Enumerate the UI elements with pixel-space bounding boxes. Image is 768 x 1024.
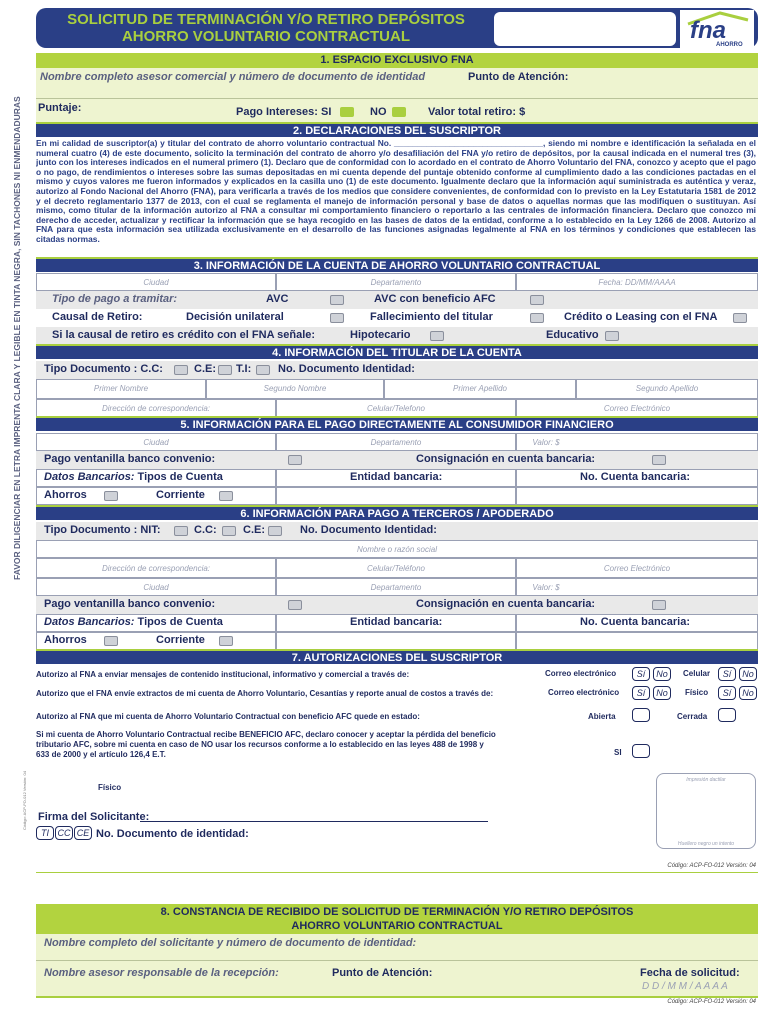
- s8-fecha-label: Fecha de solicitud:: [640, 967, 740, 979]
- s5-entidad-value[interactable]: [276, 487, 516, 505]
- s7-aut2-fisico-si[interactable]: Sí: [718, 686, 736, 700]
- s7-aut1-celular-label: Celular: [683, 669, 711, 678]
- s1-divider: [36, 98, 758, 99]
- s3-tipo-label: Tipo de pago a tramitar:: [52, 293, 178, 305]
- s3-causal-label: Causal de Retiro:: [52, 311, 143, 323]
- side-code: [22, 771, 27, 830]
- s6-consignacion-label: Consignación en cuenta bancaria:: [416, 598, 596, 610]
- s8-title-bar: [36, 904, 758, 934]
- s7-abierta-option[interactable]: [632, 708, 650, 722]
- s5-depto-hint: Departamento: [370, 438, 422, 447]
- s6-datos-text: Datos Bancarios:: [44, 616, 135, 628]
- fingerprint-box[interactable]: [656, 773, 756, 849]
- s7-bottom-line: [36, 872, 758, 873]
- s4-segundo-apellido-hint: Segundo Apellido: [635, 384, 699, 393]
- s8-divider: [36, 960, 758, 961]
- s6-consignacion-checkbox[interactable]: [652, 600, 666, 610]
- s8-nombre-label: Nombre completo del solicitante y número de documento de identidad:: [44, 937, 417, 949]
- s7-aut1-correo-si[interactable]: Sí: [632, 667, 650, 681]
- s6-tipo-label: Tipo Documento : NIT:: [44, 524, 161, 536]
- s6-ciudad-hint: Ciudad: [143, 583, 169, 592]
- s3-si-causal-label: Si la causal de retiro es crédito con el FNA señale:: [52, 329, 316, 341]
- s3-avc-checkbox[interactable]: [330, 295, 344, 305]
- s8-code: Código: ACP-FO-012 Versión: 04: [667, 999, 756, 1005]
- s5-ahorros-checkbox[interactable]: [104, 491, 118, 501]
- s5-nocuenta-value[interactable]: [516, 487, 758, 505]
- s7-aut1-correo-label: Correo electrónico: [545, 669, 617, 678]
- side-code-text: Código: ACP-FO-012 Versión: 04: [22, 771, 27, 830]
- header-blank-box[interactable]: [494, 12, 676, 46]
- s4-direccion-hint: Dirección de correspondencia:: [101, 404, 211, 413]
- s8-asesor-label: Nombre asesor responsable de la recepción:: [44, 967, 279, 979]
- s6-valor-hint: Valor: $: [532, 583, 560, 592]
- s7-firma-line[interactable]: [140, 821, 488, 822]
- s5-ciudad-hint: Ciudad: [143, 438, 169, 447]
- s3-fallecimiento-checkbox[interactable]: [530, 313, 544, 323]
- s6-datos-label: [44, 616, 223, 628]
- s4-primer-nombre-hint: Primer Nombre: [93, 384, 149, 393]
- s5-consignacion-checkbox[interactable]: [652, 455, 666, 465]
- s6-celular-hint: Celular/Teléfono: [367, 564, 425, 573]
- s1-valor-label: Valor total retiro: $: [428, 106, 526, 118]
- s3-title: 3. INFORMACIÓN DE LA CUENTA DE AHORRO VOLUNTARIO CONTRACTUAL: [36, 257, 758, 272]
- s6-tipos-text: Tipos de Cuenta: [137, 616, 223, 628]
- s8-title-line1: 8. CONSTANCIA DE RECIBIDO DE SOLICITUD DE TERMINACIÓN Y/O RETIRO DEPÓSITOS: [160, 906, 634, 918]
- s7-cerrada-label: Cerrada: [677, 712, 708, 721]
- s4-tipo-label: Tipo Documento : C.C:: [44, 363, 163, 375]
- s4-ce-label: C.E:: [194, 363, 216, 375]
- logo-sub: AHORRO: [716, 42, 743, 48]
- s5-entidad-label: Entidad bancaria:: [350, 471, 443, 483]
- s4-correo-hint: Correo Electrónico: [603, 404, 671, 413]
- s7-aut2-fisico-label: Físico: [685, 688, 709, 697]
- s1-punto-label: Punto de Atención:: [468, 71, 569, 83]
- s7-firma-label: Firma del Solicitante:: [38, 811, 150, 823]
- s3-ciudad-hint: Ciudad: [143, 278, 169, 287]
- s5-datos-text: Datos Bancarios:: [44, 471, 135, 483]
- s7-aut3: Autorizo al FNA que mi cuenta de Ahorro Voluntario Contractual con beneficio AFC quede en estado:: [36, 712, 420, 721]
- s6-correo-hint: Correo Electrónico: [603, 564, 671, 573]
- fingerprint-top-hint: Impresión dactilar: [686, 777, 726, 783]
- s7-cc-option[interactable]: CC: [55, 826, 73, 840]
- s3-credito-label: Crédito o Leasing con el FNA: [564, 311, 718, 323]
- s7-nodoc-label: No. Documento de identidad:: [96, 828, 249, 840]
- s5-valor-hint: Valor: $: [532, 438, 560, 447]
- s7-aut2-correo-no[interactable]: No: [653, 686, 671, 700]
- fingerprint-bottom-hint: Huellero negro un intento: [677, 841, 735, 847]
- s4-ti-label: T.I:: [236, 363, 252, 375]
- s3-decision-label: Decisión unilateral: [186, 311, 284, 323]
- s3-avc-afc-label: AVC con beneficio AFC: [374, 293, 496, 305]
- s7-abierta-label: Abierta: [588, 712, 616, 721]
- s1-pago-label: Pago Intereses: SI: [236, 106, 332, 118]
- s4-segundo-nombre-hint: Segundo Nombre: [263, 384, 327, 393]
- s6-nombre-hint: Nombre o razón social: [356, 545, 438, 554]
- form-title-line1: SOLICITUD DE TERMINACIÓN Y/O RETIRO DEPÓSITOS: [67, 11, 465, 28]
- s7-aut1-correo-no[interactable]: No: [653, 667, 671, 681]
- s6-corriente-label: Corriente: [156, 634, 205, 646]
- s4-title: 4. INFORMACIÓN DEL TITULAR DE LA CUENTA: [36, 344, 758, 359]
- logo-text: fna: [690, 17, 726, 44]
- s4-primer-apellido-hint: Primer Apellido: [453, 384, 507, 393]
- s7-si-label: SI: [614, 748, 622, 757]
- s7-aut2-correo-si[interactable]: Sí: [632, 686, 650, 700]
- s6-ventanilla-checkbox[interactable]: [288, 600, 302, 610]
- s7-aut4: Si mi cuenta de Ahorro Voluntario Contractual recibe BENEFICIO AFC, declaro conocer y aceptar la pérdida del beneficio tributario AFC, sobre mi cuenta en caso de NO usar los recursos conforme a lo establecido en las leyes 488 de 1998 y 633 de 2000 y el artículo 126,4 E.T.: [36, 730, 496, 759]
- s3-credito-checkbox[interactable]: [733, 313, 747, 323]
- s6-corriente-checkbox[interactable]: [219, 636, 233, 646]
- s3-fecha-hint: Fecha: DD/MM/AAAA: [598, 278, 676, 287]
- s4-cc-checkbox[interactable]: [174, 365, 188, 375]
- s6-nit-checkbox[interactable]: [174, 526, 188, 536]
- s6-ahorros-label: Ahorros: [44, 634, 87, 646]
- s6-ce-checkbox[interactable]: [268, 526, 282, 536]
- s4-ti-checkbox[interactable]: [256, 365, 270, 375]
- s3-hipotecario-checkbox[interactable]: [430, 331, 444, 341]
- fna-logo: [680, 10, 754, 50]
- s7-aut1-celular-no[interactable]: No: [739, 667, 757, 681]
- s6-entidad-value[interactable]: [276, 632, 516, 650]
- s6-title: 6. INFORMACIÓN PARA PAGO A TERCEROS / APODERADO: [36, 505, 758, 520]
- s2-declaration-text: En mi calidad de suscriptor(a) y titular del contrato de ahorro voluntario contractual No. ________________________________, siendo mi nombre e identificación la señalada en el numeral cuatro (4) de este documento, solicito la terminación del contrato de ahorro y/o desafiliación del FNA y/o retiro de depósitos, por la causal indicada en el numeral tres (3), junto con los intereses indicados en el numeral primero (1). Declaro que de conformidad con lo acordado en el contrato de Ahorro Voluntario del FNA, conozco y acepto que el pago o no pago, de rendimientos o intereses sobre las sumas depositadas en mi cuenta depende del puntaje obtenido conforme al cumplimiento dado a las condiciones pactadas en el mismo y cuyos valores me fueron informados y explicados en la casilla uno (1) de este documento. Igualmente declaro que la información aquí suministrada es auténtica y veraz, autorizo al Fondo Nacional del Ahorro (FNA), para verificarla a través de los medios que considere convenientes, de conformidad con lo previsto en la Ley Estatutaria 1581 de 2012 y el decreto reglamentario 1377 de 2013, con el cual se reglamenta el manejo de información personal y base de datos o aquellas normas que las modifiquen o sustituyan. Así mismo, como titular de la información autorizo al FNA a consultar mi comportamiento financiero o reportarlo a las centrales de información financiera. Declaro que conozco mi derecho de acceder, actualizar y rectificar la información que se haya recogido en las bases de datos de la entidad, conforme a lo establecido en la Ley 1266 de 2008. Autorizo al FNA para que esta información sea utilizada exclusivamente en el desarrollo de las funciones asignadas legalmente al FNA en los términos y condiciones que establecen las citadas normas.: [36, 139, 756, 244]
- s7-si-option[interactable]: [632, 744, 650, 758]
- s6-entidad-label: Entidad bancaria:: [350, 616, 443, 628]
- s6-ahorros-checkbox[interactable]: [104, 636, 118, 646]
- s1-title: 1. ESPACIO EXCLUSIVO FNA: [36, 53, 758, 68]
- s5-datos-label: [44, 471, 223, 483]
- s6-ventanilla-label: Pago ventanilla banco convenio:: [44, 598, 216, 610]
- s3-depto-hint: Departamento: [370, 278, 422, 287]
- s7-cerrada-option[interactable]: [718, 708, 736, 722]
- s5-ventanilla-checkbox[interactable]: [288, 455, 302, 465]
- s4-celular-hint: Celular/Telefono: [367, 404, 425, 413]
- s7-code: Código: ACP-FO-012 Versión: 04: [667, 863, 756, 869]
- s8-fecha-format: D D / M M / A A A A: [642, 981, 728, 992]
- s7-aut2: Autorizo que el FNA envíe extractos de mi cuenta de Ahorro Voluntario, Cesantías y reporte anual de costos a través de:: [36, 689, 494, 698]
- s6-direccion-hint: Dirección de correspondencia:: [101, 564, 211, 573]
- s7-ti-option[interactable]: TI: [36, 826, 54, 840]
- s5-tipos-text: Tipos de Cuenta: [137, 471, 223, 483]
- s5-corriente-checkbox[interactable]: [219, 491, 233, 501]
- s7-aut2-fisico-no[interactable]: No: [739, 686, 757, 700]
- s6-nocuenta-label: No. Cuenta bancaria:: [580, 616, 691, 628]
- s6-nodoc-label: No. Documento Identidad:: [300, 524, 437, 536]
- s5-ahorros-label: Ahorros: [44, 489, 87, 501]
- s4-ce-checkbox[interactable]: [218, 365, 232, 375]
- s6-nocuenta-value[interactable]: [516, 632, 758, 650]
- s8-bottom-line: [36, 996, 758, 998]
- s6-cc-label: C.C:: [194, 524, 217, 536]
- s7-ce-option[interactable]: CE: [74, 826, 92, 840]
- s4-nodoc-label: No. Documento Identidad:: [278, 363, 415, 375]
- s3-educativo-label: Educativo: [546, 329, 599, 341]
- s5-ventanilla-label: Pago ventanilla banco convenio:: [44, 453, 216, 465]
- s1-no-label: NO: [370, 106, 387, 118]
- form-title: [36, 11, 496, 45]
- side-note: FAVOR DILIGENCIAR EN LETRA IMPRENTA CLARA Y LEGIBLE EN TINTA NEGRA, SIN TACHONES NI ENMENDADURAS: [12, 96, 22, 580]
- form-title-line2: AHORRO VOLUNTARIO CONTRACTUAL: [121, 28, 411, 45]
- s7-aut1-celular-si[interactable]: Sí: [718, 667, 736, 681]
- s3-decision-checkbox[interactable]: [330, 313, 344, 323]
- s5-nocuenta-label: No. Cuenta bancaria:: [580, 471, 691, 483]
- s3-avc-label: AVC: [266, 293, 289, 305]
- s5-title: 5. INFORMACIÓN PARA EL PAGO DIRECTAMENTE AL CONSUMIDOR FINANCIERO: [36, 416, 758, 431]
- s6-cc-checkbox[interactable]: [222, 526, 236, 536]
- s1-no-checkbox[interactable]: [392, 107, 406, 117]
- s7-fisico2-label: Físico: [98, 783, 122, 792]
- s7-aut1: Autorizo al FNA a enviar mensajes de contenido institucional, informativo y comercial a través de:: [36, 670, 410, 679]
- s8-punto-label: Punto de Atención:: [332, 967, 433, 979]
- s3-educativo-checkbox[interactable]: [605, 331, 619, 341]
- s1-puntaje-label: Puntaje:: [38, 102, 82, 114]
- s5-corriente-label: Corriente: [156, 489, 205, 501]
- s6-ce-label: C.E:: [243, 524, 265, 536]
- s8-title-line2: AHORRO VOLUNTARIO CONTRACTUAL: [291, 920, 503, 932]
- s3-fallecimiento-label: Fallecimiento del titular: [370, 311, 493, 323]
- s6-depto-hint: Departamento: [370, 583, 422, 592]
- s1-si-checkbox[interactable]: [340, 107, 354, 117]
- s7-aut2-correo-label: Correo electrónico: [548, 688, 620, 697]
- s2-title: 2. DECLARACIONES DEL SUSCRIPTOR: [36, 122, 758, 137]
- s1-asesor-label: Nombre completo asesor comercial y número de documento de identidad: [40, 71, 426, 83]
- s7-title: 7. AUTORIZACIONES DEL SUSCRIPTOR: [36, 649, 758, 664]
- s5-consignacion-label: Consignación en cuenta bancaria:: [416, 453, 596, 465]
- s3-hipotecario-label: Hipotecario: [350, 329, 411, 341]
- s3-avc-afc-checkbox[interactable]: [530, 295, 544, 305]
